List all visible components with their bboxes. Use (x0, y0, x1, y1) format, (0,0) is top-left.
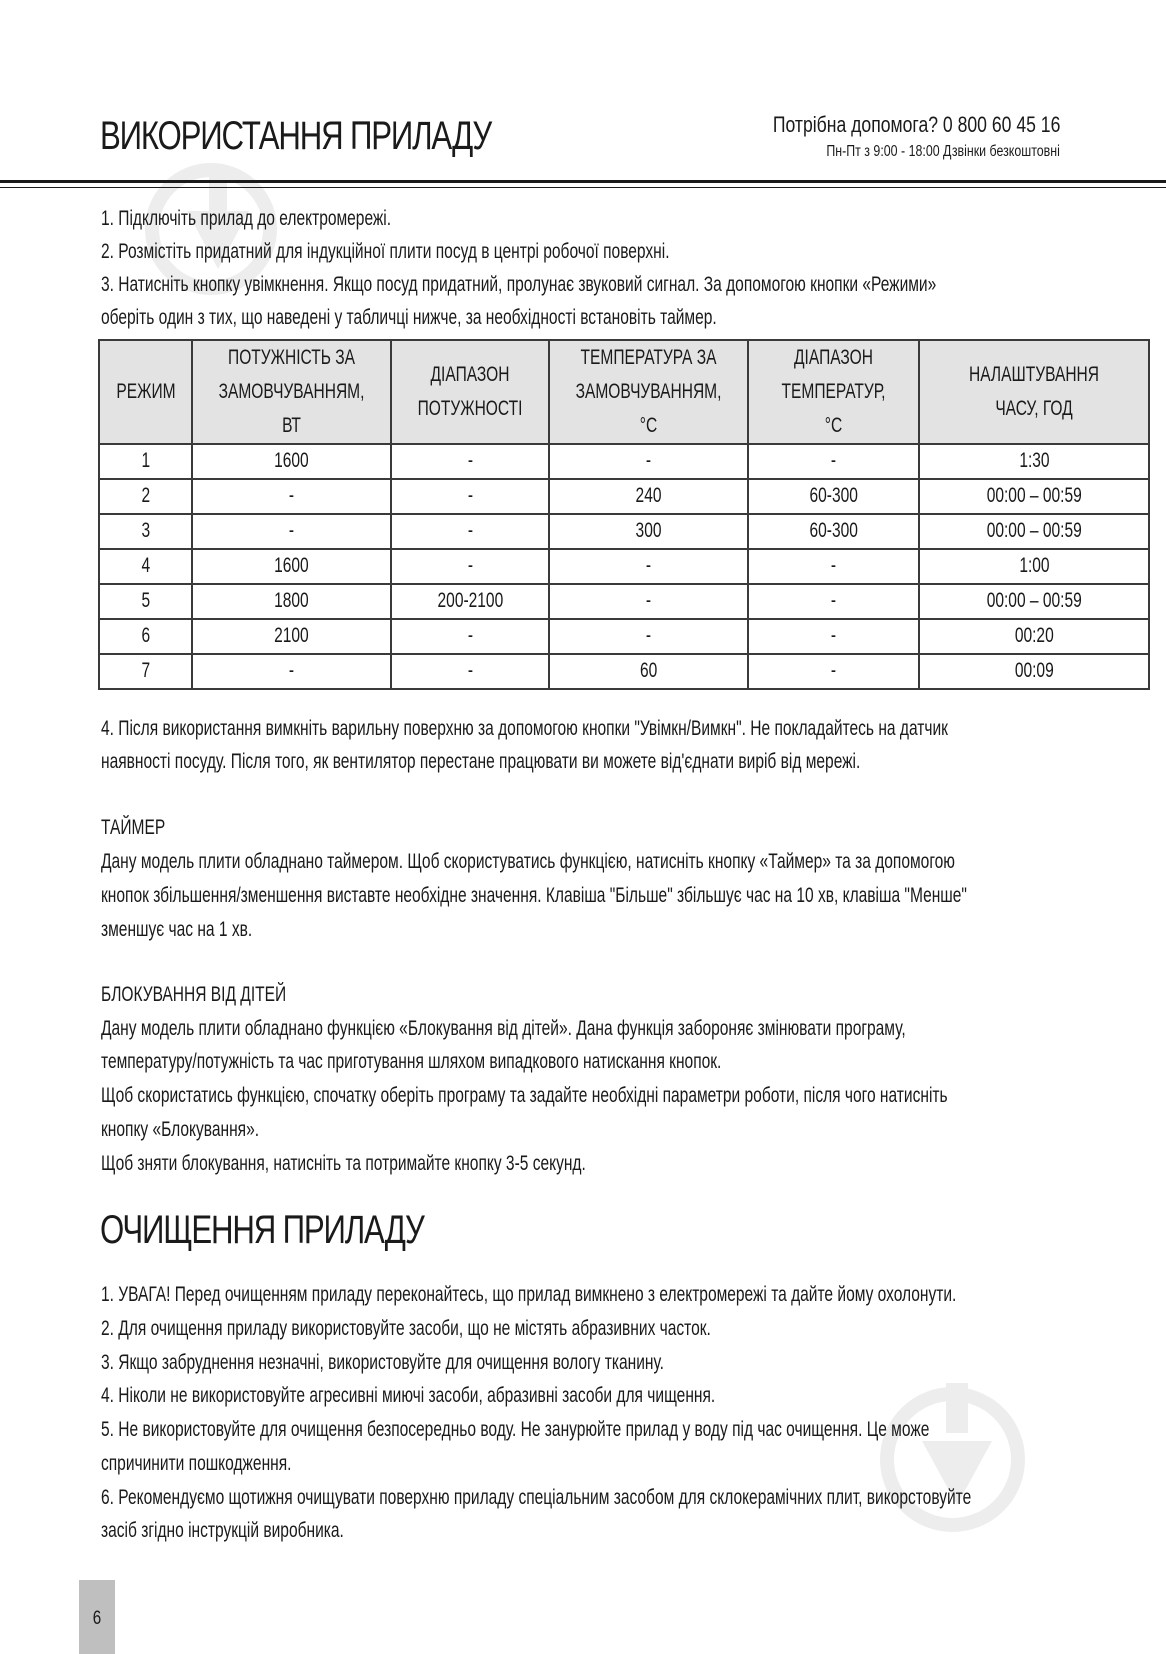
column-header-temperature-range: ДІАПАЗОН ТЕМПЕРАТУР, °С (748, 340, 919, 444)
table-cell: - (391, 654, 549, 689)
cleaning-step: засіб згідно інструкцій виробника. (101, 1519, 344, 1542)
usage-step: 3. Натисніть кнопку увімкнення. Якщо посуд придатний, пролунає звуковий сигнал. За допомогою кнопки «Режими» (101, 273, 937, 296)
cleaning-title: ОЧИЩЕННЯ ПРИЛАДУ (100, 1208, 424, 1252)
table-cell: - (549, 619, 748, 654)
after-use-text: наявності посуду. Після того, як вентилятор перестане працювати ви можете від'єднати виріб від мережі. (101, 750, 861, 773)
table-cell: - (391, 514, 549, 549)
table-cell: - (192, 514, 391, 549)
column-header-power-range: ДІАПАЗОН ПОТУЖНОСТІ (391, 340, 549, 444)
table-cell: 2100 (192, 619, 391, 654)
column-header-time-setting: НАЛАШТУВАННЯ ЧАСУ, ГОД (919, 340, 1149, 444)
table-cell: 200-2100 (391, 584, 549, 619)
table-cell: 1 (99, 444, 192, 479)
column-header-default-power: ПОТУЖНІСТЬ ЗА ЗАМОВЧУВАННЯМ, ВТ (192, 340, 391, 444)
table-cell: 5 (99, 584, 192, 619)
table-cell: 00:00 – 00:59 (919, 584, 1149, 619)
table-row (99, 479, 1149, 514)
table-cell: - (391, 479, 549, 514)
after-use-text: 4. Після використання вимкніть варильну поверхню за допомогою кнопки "Увімкн/Вимкн". Не покладайтесь на датчик (101, 717, 948, 740)
cleaning-step: 3. Якщо забруднення незначні, використовуйте для очищення вологу тканину. (101, 1351, 665, 1374)
usage-step: оберіть один з тих, що наведені у табличці нижче, за необхідності встановіть таймер. (101, 306, 717, 329)
cleaning-step: 1. УВАГА! Перед очищенням приладу переконайтесь, що прилад вимкнено з електромережі та дайте йому охолонути. (101, 1283, 957, 1306)
timer-heading: ТАЙМЕР (101, 816, 166, 839)
table-cell: 00:00 – 00:59 (919, 479, 1149, 514)
table-cell: 1800 (192, 584, 391, 619)
table-row (99, 619, 1149, 654)
table-cell: 1:00 (919, 549, 1149, 584)
table-header-row (99, 340, 1149, 444)
table-cell: 60 (549, 654, 748, 689)
table-cell: 00:20 (919, 619, 1149, 654)
header-divider (0, 180, 1166, 183)
child-lock-text: Щоб скористатись функцією, спочатку оберіть програму та задайте необхідні параметри роботи, після чого натисніть (101, 1084, 948, 1107)
cleaning-step: 5. Не використовуйте для очищення безпосередньо воду. Не занурюйте прилад у воду під час очищення. Це може (101, 1418, 930, 1441)
table-cell: 00:00 – 00:59 (919, 514, 1149, 549)
table-cell: 1600 (192, 549, 391, 584)
child-lock-text: Дану модель плити обладнано функцією «Блокування від дітей». Дана функція забороняє змінювати програму, (101, 1017, 906, 1040)
table-cell: 00:09 (919, 654, 1149, 689)
table-cell: - (748, 584, 919, 619)
page-number: 6 (92, 1608, 102, 1629)
table-cell: - (549, 444, 748, 479)
table-cell: 6 (99, 619, 192, 654)
timer-text: кнопок збільшення/зменшення виставте необхідне значення. Клавіша "Більше" збільшує час на 10 хв, клавіша "Менше" (101, 884, 967, 907)
table-cell: 7 (99, 654, 192, 689)
table-row (99, 549, 1149, 584)
table-row (99, 584, 1149, 619)
cleaning-step: 2. Для очищення приладу використовуйте засоби, що не містять абразивних часток. (101, 1317, 711, 1340)
table-cell: 240 (549, 479, 748, 514)
usage-step: 2. Розмістіть придатний для індукційної плити посуд в центрі робочої поверхні. (101, 240, 670, 263)
column-header-default-temperature: ТЕМПЕРАТУРА ЗА ЗАМОВЧУВАННЯМ, °С (549, 340, 748, 444)
child-lock-text: кнопку «Блокування». (101, 1118, 260, 1141)
table-cell: - (192, 479, 391, 514)
table-cell: - (391, 549, 549, 584)
header-divider-thin (0, 187, 1166, 188)
table-cell: - (549, 549, 748, 584)
help-hours: Пн-Пт з 9:00 - 18:00 Дзвінки безкоштовні (826, 143, 1060, 160)
cleaning-step: 6. Рекомендуємо щотижня очищувати поверхню приладу спеціальним засобом для склокерамічних плит, викорстовуйте (101, 1486, 972, 1509)
table-cell: - (192, 654, 391, 689)
table-row (99, 444, 1149, 479)
table-cell: - (748, 654, 919, 689)
child-lock-text: Щоб зняти блокування, натисніть та потримайте кнопку 3-5 секунд. (101, 1152, 586, 1175)
table-cell: 1:30 (919, 444, 1149, 479)
table-cell: 60-300 (748, 479, 919, 514)
table-cell: 4 (99, 549, 192, 584)
table-cell: 300 (549, 514, 748, 549)
timer-text: зменшує час на 1 хв. (101, 918, 253, 941)
table-cell: 60-300 (748, 514, 919, 549)
help-phone: Потрібна допомога? 0 800 60 45 16 (772, 112, 1060, 137)
table-cell: 2 (99, 479, 192, 514)
table-row (99, 514, 1149, 549)
cleaning-step: спричинити пошкодження. (101, 1452, 292, 1475)
table-cell: 1600 (192, 444, 391, 479)
column-header-mode: РЕЖИМ (99, 340, 192, 444)
table-cell: - (748, 549, 919, 584)
page-number-tab (79, 1580, 115, 1654)
table-cell: - (748, 619, 919, 654)
modes-table (98, 339, 1150, 690)
page-title: ВИКОРИСТАННЯ ПРИЛАДУ (100, 114, 492, 158)
table-cell: - (391, 619, 549, 654)
child-lock-heading: БЛОКУВАННЯ ВІД ДІТЕЙ (101, 983, 287, 1006)
watermark-logo-icon (880, 1387, 1025, 1532)
usage-step: 1. Підключіть прилад до електромережі. (101, 207, 392, 230)
table-cell: - (748, 444, 919, 479)
child-lock-text: температуру/потужність та час приготування шляхом випадкового натискання кнопок. (101, 1050, 722, 1073)
table-cell: 3 (99, 514, 192, 549)
cleaning-step: 4. Ніколи не використовуйте агресивні миючі засоби, абразивні засоби для чищення. (101, 1384, 716, 1407)
table-row (99, 654, 1149, 689)
table-cell: - (391, 444, 549, 479)
table-cell: - (549, 584, 748, 619)
timer-text: Дану модель плити обладнано таймером. Щоб скористуватись функцією, натисніть кнопку «Таймер» та за допомогою (101, 850, 955, 873)
